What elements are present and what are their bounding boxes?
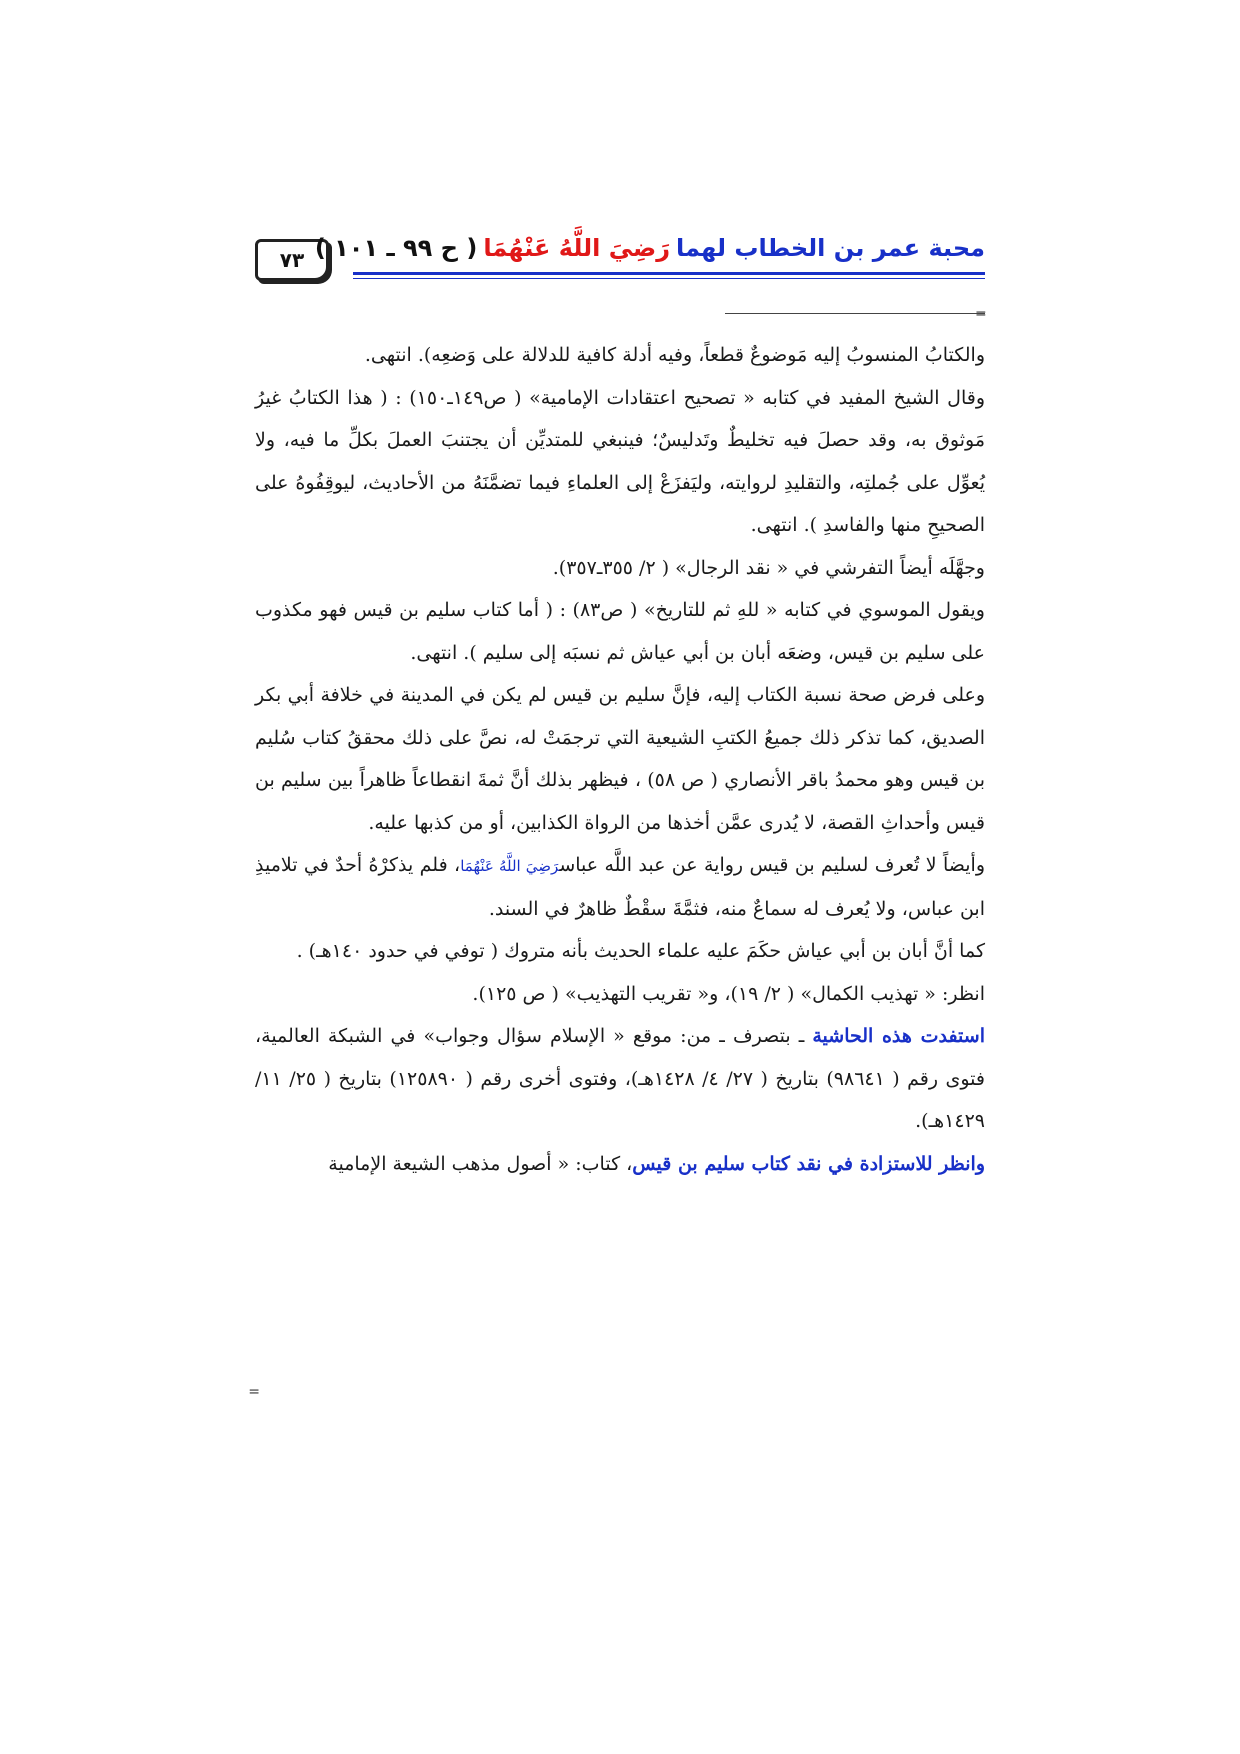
title-main: محبة عمر بن الخطاب لهما [676,234,985,262]
paragraph-rest: ، كتاب: « أصول مذهب الشيعة الإمامية [328,1152,633,1175]
paragraph [255,1015,985,1143]
footnote-separator [725,313,985,314]
page-number: ٧٣ [255,239,329,281]
footnote-body [255,334,985,1185]
paragraph: ويقول الموسوي في كتابه « للهِ ثم للتاريخ» ( ص٨٣) : ( أما كتاب سليم بن قيس فهو مكذوب على سليم بن قيس، وضعَه أبان بن أبي عياش ثم نسبَه إلى سليم ). انتهى. [255,599,985,664]
page-header [255,234,985,290]
chapter-title [315,234,985,262]
further-reading-highlight: وانظر للاستزادة في نقد كتاب سليم بن قيس [632,1152,985,1175]
paragraph: وعلى فرض صحة نسبة الكتاب إليه، فإنَّ سليم بن قيس لم يكن في المدينة في خلافة أبي بكر الصديق، كما تذكر ذلك جميعُ الكتبِ الشيعية التي ترجمَتْ له، نصَّ على ذلك محققُ كتاب سُليم بن قيس وهو محمدُ باقر الأنصاري ( ص ٥٨) ، فيظهر بذلك أنَّ ثمةَ انقطاعاً ظاهراً بين سليم بن قيس وأحداثِ القصة، لا يُدرى عمَّن أخذها من الرواة الكذابين، أو من كذبها عليه. [255,684,985,834]
paragraph-rest: ـ بتصرف ـ من: موقع « الإسلام سؤال وجواب» في الشبكة العالمية، فتوى رقم ( ٩٨٦٤١) بتاريخ ( ٢٧/ ٤/ ١٤٢٨هـ)، وفتوى أخرى رقم ( ١٢٥٨٩٠) بتاريخ ( ٢٥/ ١١/ ١٤٢٩هـ). [255,1025,985,1132]
header-rule-thick [353,272,985,275]
paragraph: وجهَّلَه أيضاً التفرشي في « نقد الرجال» ( ٢/ ٣٥٥ـ٣٥٧). [552,556,985,579]
hadith-range: ( ح ٩٩ ـ ١٠١ ) [314,234,478,262]
paragraph-rest: ، فلم يذكرْهُ أحدٌ في تلاميذِ ابن عباس، ولا يُعرف له سماعٌ منه، فثمَّةَ سقْطٌ ظاهرٌ في السند. [255,854,985,920]
honorific-mark: رَضِيَ اللَّهُ عَنْهُمَا [483,234,671,262]
paragraph [255,844,985,930]
source-highlight: استفدت هذه الحاشية [812,1025,985,1047]
paragraph [255,1143,985,1186]
paragraph: والكتابُ المنسوبُ إليه مَوضوعٌ قطعاً، وفيه أدلة كافية للدلالة على وَضعِه). انتهى. [364,344,985,366]
footnote-continuation-mark: = [248,1384,260,1400]
paragraph-lead: وأيضاً لا تُعرف لسليم بن قيس رواية عن عبد اللَّه عباس [559,854,985,876]
footnote-continuation-mark: = [975,306,987,322]
honorific-mark: رَضِيَ اللَّهُ عَنْهُمَا [460,857,560,875]
paragraph: كما أنَّ أبان بن أبي عياش حكَمَ عليه علماء الحديث بأنه متروك ( توفي في حدود ١٤٠هـ) . [296,940,985,962]
header-rule-thin [353,278,985,279]
paragraph: انظر: « تهذيب الكمال» ( ٢/ ١٩)، و« تقريب التهذيب» ( ص ١٢٥). [472,982,985,1005]
paragraph: وقال الشيخ المفيد في كتابه « تصحيح اعتقادات الإمامية» ( ص١٤٩ـ١٥٠) : ( هذا الكتابُ غيرُ مَوثوق به، وقد حصلَ فيه تخليطٌ وتَدليسٌ؛ فينبغي للمتديِّن أن يجتنبَ العملَ بكلِّ ما فيه، ولا يُعوِّل على جُملتِه، والتقليدِ لروايته، وليَفزَعْ إلى العلماءِ فيما تضمَّنَهُ من الأحاديث، ليوقِفُوهُ على الصحيحِ منها والفاسدِ ). انتهى. [255,386,985,536]
